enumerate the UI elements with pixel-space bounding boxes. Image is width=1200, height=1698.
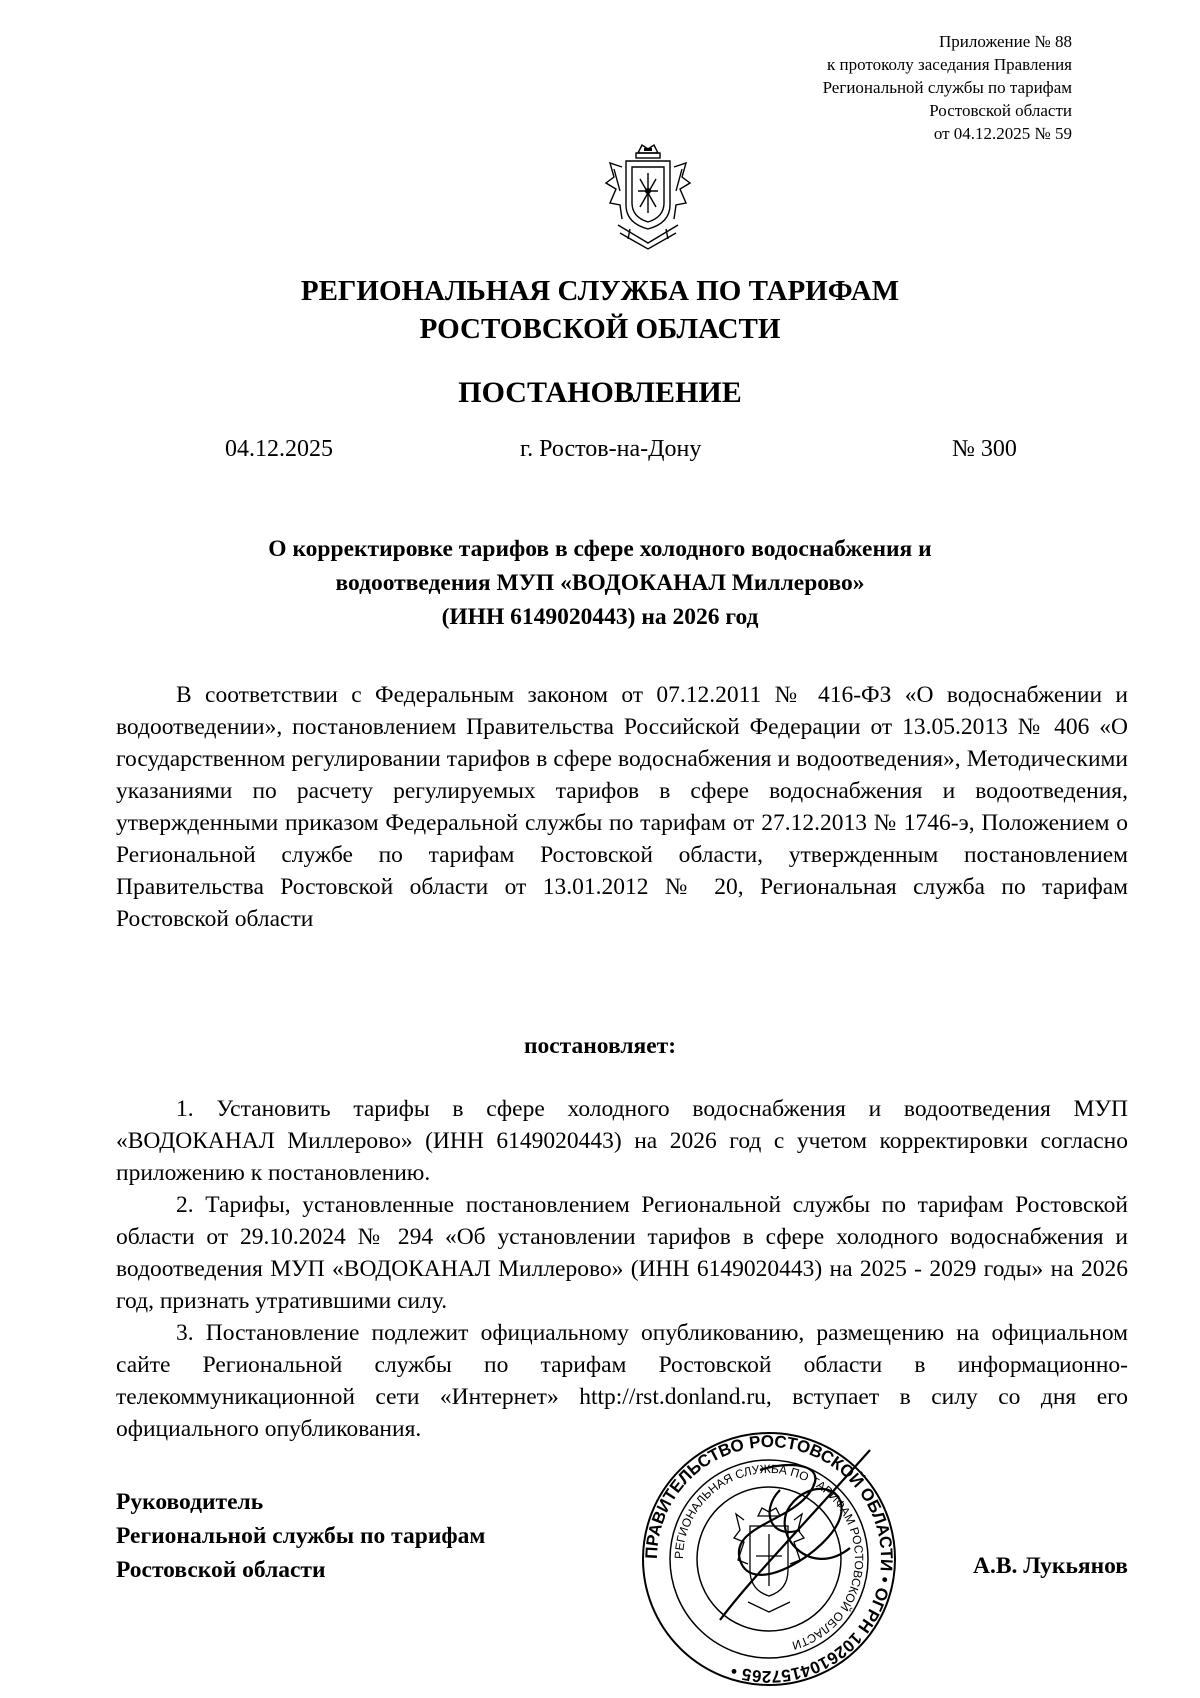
seal-outer-text: ПРАВИТЕЛЬСТВО РОСТОВСКОЙ ОБЛАСТИ • ОГРН 1026104157265 • (641, 1431, 897, 1687)
resolution-items (116, 1093, 1128, 1445)
signatory-title-line: Ростовской области (116, 1557, 326, 1583)
subject-line: О корректировке тарифов в сфере холодного водоснабжения и (268, 536, 932, 562)
appendix-line: к протоколу заседания Правления (827, 55, 1072, 74)
appendix-line: от 04.12.2025 № 59 (933, 124, 1072, 143)
organization-line: РЕГИОНАЛЬНАЯ СЛУЖБА ПО ТАРИФАМ (300, 275, 900, 307)
signatory-title-line: Региональной службы по тарифам (116, 1523, 486, 1549)
document-subject (0, 532, 1200, 634)
signatory-title (116, 1485, 485, 1587)
subject-line: (ИНН 6149020443) на 2026 год (441, 604, 759, 630)
resolution-item: 3. Постановление подлежит официальному опубликованию, размещению на официальном сайте Региональной службы по тарифам Ростовской области в информационно-телекоммуникационной сети «Интернет» http://rst.donland.ru, вступает в силу со дня его официального опубликования. (116, 1320, 1128, 1442)
organization-line: РОСТОВСКОЙ ОБЛАСТИ (419, 313, 781, 345)
appendix-line: Ростовской области (929, 101, 1072, 120)
document-city: г. Ростов-на-Дону (520, 436, 702, 462)
coat-of-arms-icon (600, 143, 696, 253)
appendix-reference (823, 30, 1072, 145)
signatory-title-line: Руководитель (116, 1489, 264, 1515)
subject-line: водоотведения МУП «ВОДОКАНАЛ Миллерово» (335, 570, 865, 596)
appendix-line: Региональной службы по тарифам (822, 78, 1072, 97)
preamble-paragraph: В соответствии с Федеральным законом от 07.12.2011 № 416-ФЗ «О водоснабжении и водоотведении», постановлением Правительства Российской Федерации от 13.05.2013 № 406 «О государственном регулировании тарифов в сфере водоснабжения и водоотведения», Методическими указаниями по расчету регулируемых тарифов в сфере водоснабжения и водоотведения, утвержденными приказом Федеральной службы по тарифам от 27.12.2013 № 1746-э, Положением о Региональной службе по тарифам Ростовской области, утвержденным постановлением Правительства Ростовской области от 13.01.2012 № 20, Региональная служба по тарифам Ростовской области (116, 682, 1128, 932)
signatory-name: А.В. Лукьянов (972, 1553, 1128, 1579)
resolution-item: 2. Тарифы, установленные постановлением Региональной службы по тарифам Ростовской области от 29.10.2024 № 294 «Об установлении тарифов в сфере холодного водоснабжения и водоотведения МУП «ВОДОКАНАЛ Миллерово» (ИНН 6149020443) на 2025 - 2029 годы» на 2026 год, признать утратившими силу. (116, 1192, 1128, 1314)
resolution-item: 1. Установить тарифы в сфере холодного водоснабжения и водоотведения МУП «ВОДОКАНАЛ Миллерово» (ИНН 6149020443) на 2026 год с учетом корректировки согласно приложению к постановлению. (116, 1096, 1128, 1186)
decision-word: постановляет: (523, 1033, 677, 1059)
document-number: № 300 (952, 436, 1017, 462)
document-type: ПОСТАНОВЛЕНИЕ (458, 376, 742, 409)
document-date: 04.12.2025 (225, 436, 333, 462)
organization-name (0, 272, 1200, 348)
preamble (116, 679, 1128, 935)
official-seal-stamp (640, 1430, 898, 1688)
appendix-line: Приложение № 88 (939, 32, 1072, 51)
seal-inner-text: РЕГИОНАЛЬНАЯ СЛУЖБА ПО ТАРИФАМ РОСТОВСКОЙ ОБЛАСТИ (671, 1461, 867, 1653)
